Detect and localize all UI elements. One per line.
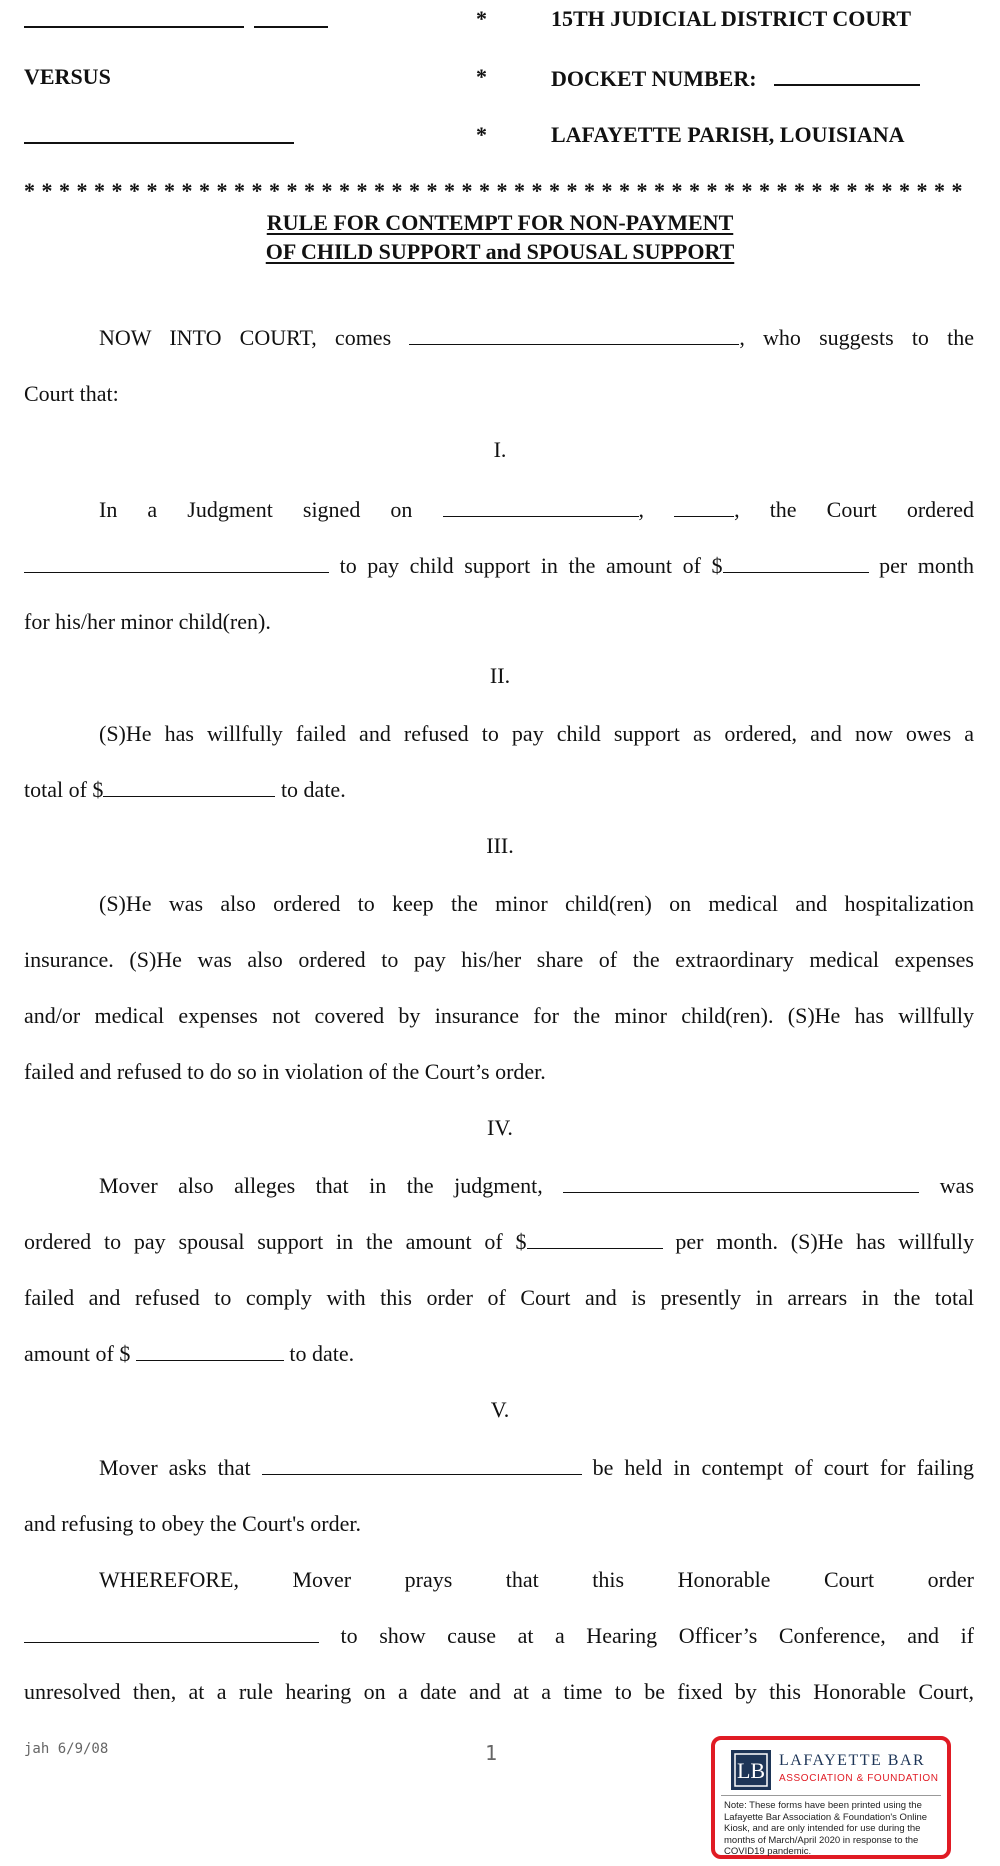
judgment-year-blank [674,496,734,517]
caption-star: * [476,64,487,89]
para-4-line-2 [24,1214,974,1270]
para-3-line-3: and/or medical expenses not covered by insurance for the minor child(ren). (S)He has willfully [24,1003,974,1028]
para-4-text-b: was [939,1173,975,1198]
contemnor-name-blank [262,1454,582,1475]
para-1-text-a: In a Judgment signed on [99,497,413,522]
stamp-header [727,1746,942,1796]
lb-logo-icon [731,1750,771,1790]
wherefore-line-3: unresolved then, at a rule hearing on a date and at a time to be fixed by this Honorable Court, [24,1679,974,1704]
star-separator: * * * * * * * * * * * * * * * * * * * * * * * * * * * * * * * * * * * * * * * * * * * * * * * * * * * * * * [24,178,963,203]
stamp-subtitle: ASSOCIATION & FOUNDATION [779,1773,939,1784]
para-1-line-2 [24,538,974,594]
plaintiff-name-blank [24,6,328,34]
para-2-text-b: total of $ [24,777,104,802]
para-4-text-c: ordered to pay spousal support in the amount of $ [24,1229,527,1254]
spousal-arrears-blank [136,1340,284,1361]
defendant-name-blank [24,122,294,150]
section-heading-3: III. [486,833,514,858]
para-5-text-a: Mover asks that [99,1455,251,1480]
para-1-text-e: per month [879,553,975,578]
para-5-line-1 [24,1440,974,1496]
para-3-line-4: failed and refused to do so in violation of the Court’s order. [24,1059,546,1084]
child-support-arrears-blank [103,776,275,797]
document-title-line-2: OF CHILD SUPPORT and SPOUSAL SUPPORT [265,239,735,264]
respondent-name-blank [24,1622,319,1643]
footer-initials: jah 6/9/08 [24,1741,109,1757]
para-3-line-2: insurance. (S)He was also ordered to pay his/her share of the extraordinary medical expenses [24,947,974,972]
document-title-line-1: RULE FOR CONTEMPT FOR NON-PAYMENT [266,210,734,235]
stamp-divider [721,1795,941,1796]
para-5-line-2: and refusing to obey the Court's order. [24,1511,361,1536]
wherefore-text-b: to show cause at a Hearing Officer’s Conference, and if [340,1623,975,1648]
child-support-amount-blank [723,552,869,573]
logo-letters: LB [736,1758,766,1783]
para-4-line-3: failed and refused to comply with this order of Court and is presently in arrears in the total [24,1285,974,1310]
docket-number-label: DOCKET NUMBER: [551,66,757,91]
wherefore-line-2 [24,1608,974,1664]
bar-association-stamp [711,1736,951,1859]
para-1-text-c: , the Court ordered [734,497,975,522]
page-number: 1 [485,1741,498,1765]
spousal-support-amount-blank [527,1228,663,1249]
obligor-name-blank [24,552,329,573]
para-3-line-1: (S)He was also ordered to keep the minor child(ren) on medical and hospitalization [99,891,974,916]
section-heading-5: V. [490,1397,510,1422]
intro-line-1 [24,310,974,366]
para-2-line-1: (S)He has willfully failed and refused to pay child support as ordered, and now owes a [99,721,974,746]
versus-label: VERSUS [24,64,111,89]
para-4-text-d: per month. (S)He has willfully [675,1229,974,1254]
stamp-title: LAFAYETTE BAR [779,1752,926,1769]
para-4-text-a: Mover also alleges that in the judgment, [99,1173,543,1198]
caption-star: * [476,122,487,147]
para-1-line-3: for his/her minor child(ren). [24,609,271,634]
mover-name-blank [409,324,739,345]
parish-name: LAFAYETTE PARISH, LOUISIANA [551,122,905,147]
intro-line-2: Court that: [24,381,119,406]
docket-number [551,64,920,92]
para-4-line-4 [24,1326,974,1382]
docket-number-blank [774,64,920,86]
spousal-obligor-name-blank [563,1172,919,1193]
intro-text-a: NOW INTO COURT, comes [99,325,392,350]
para-4-line-1 [24,1158,974,1214]
judgment-date-blank [443,496,639,517]
para-4-text-g: to date. [289,1341,355,1366]
para-2-line-2 [24,762,974,818]
para-1-line-1 [24,482,974,538]
para-5-text-b: be held in contempt of court for failing [592,1455,975,1480]
para-4-text-f: amount of $ [24,1341,131,1366]
section-heading-2: II. [489,663,511,688]
caption-star: * [476,6,487,31]
caption-row-2 [24,64,974,94]
para-1-comma: , [638,497,645,522]
section-heading-1: I. [493,437,507,462]
caption-row-3 [24,122,974,152]
section-heading-4: IV. [487,1115,513,1140]
stamp-note: Note: These forms have been printed using the Lafayette Bar Association & Foundation's Online Kiosk, and are only intended for use during the months of March/April 2020 in response to the COVID19 pandemic. [724,1800,928,1857]
para-2-text-c: to date. [280,777,346,802]
intro-text-b: , who suggests to the [739,325,974,350]
court-name: 15TH JUDICIAL DISTRICT COURT [551,6,912,31]
wherefore-line-1: WHEREFORE, Mover prays that this Honorable Court order [99,1567,974,1592]
para-1-text-d: to pay child support in the amount of $ [339,553,723,578]
caption-row-1 [24,6,974,36]
